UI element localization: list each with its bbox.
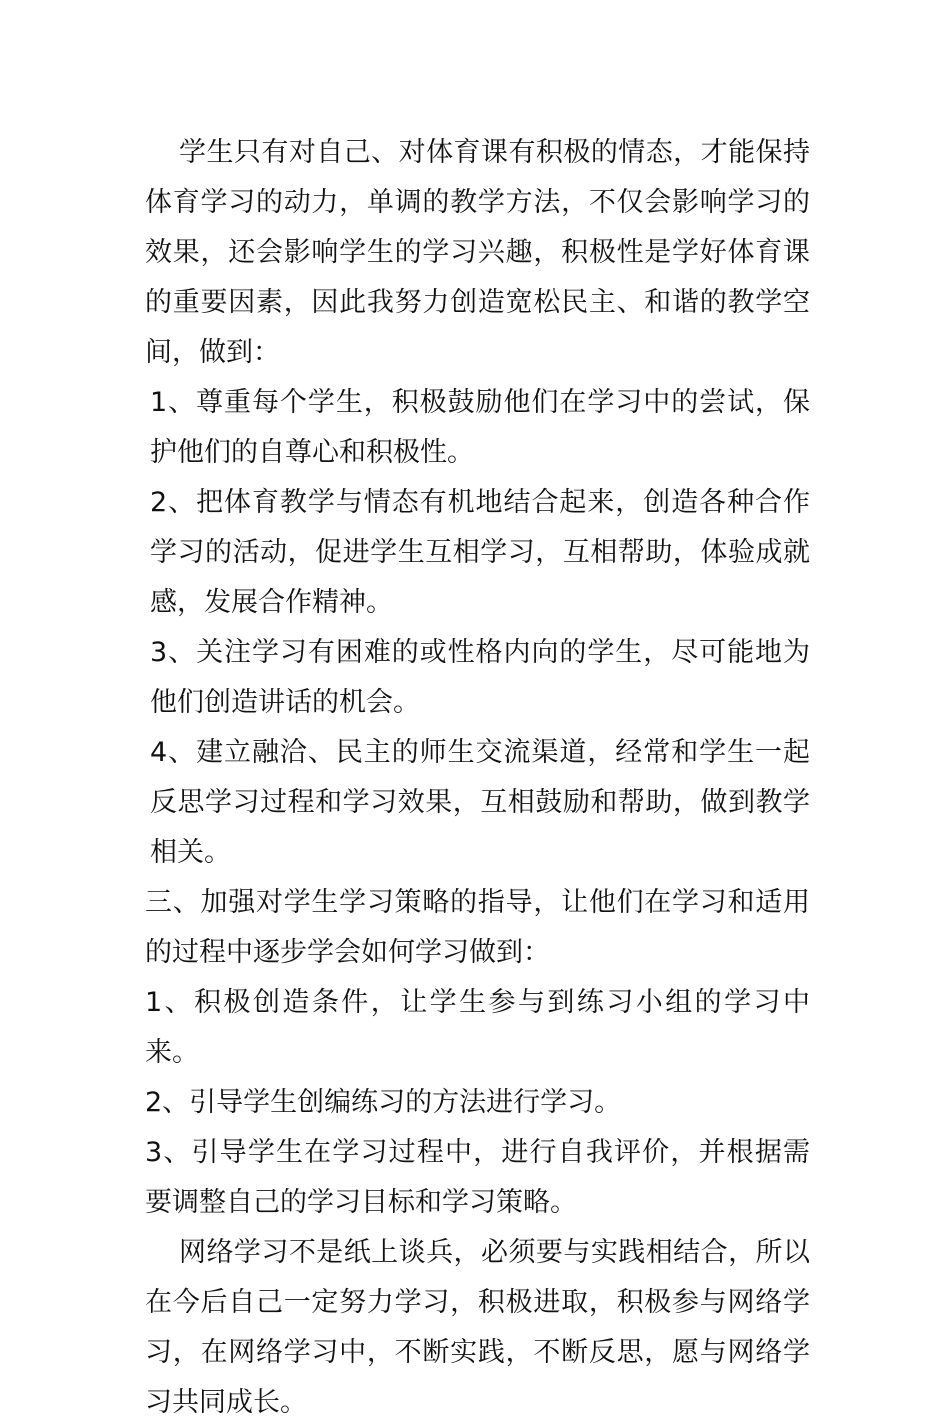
section-heading-strategy: 三、加强对学生学习策略的指导，让他们在学习和适用的过程中逐步学会如何学习做到： [145,887,810,968]
list-item-guide-methods: 2、引导学生创编练习的方法进行学习。 [145,1087,622,1118]
list-item-respect: 1、尊重每个学生，积极鼓励他们在学习中的尝试，保护他们的自尊心和积极性。 [150,387,810,468]
list-item-conditions: 1、积极创造条件，让学生参与到练习小组的学习中来。 [145,987,810,1068]
paragraph-conclusion: 网络学习不是纸上谈兵，必须要与实践相结合，所以在今后自己一定努力学习，积极进取，积极参与网络学习，在网络学习中，不断实践，不断反思，愿与网络学习共同成长。 [145,1237,810,1418]
list-item-attention: 3、关注学习有困难的或性格内向的学生，尽可能地为他们创造讲话的机会。 [150,637,810,718]
document-body [145,128,810,1428]
list-item-communication: 4、建立融洽、民主的师生交流渠道，经常和学生一起反思学习过程和学习效果，互相鼓励和帮助，做到教学相关。 [150,737,810,868]
list-item-self-evaluation: 3、引导学生在学习过程中，进行自我评价，并根据需要调整自己的学习目标和学习策略。 [145,1137,810,1218]
paragraph-intro: 学生只有对自己、对体育课有积极的情态，才能保持体育学习的动力，单调的教学方法，不仅会影响学习的效果，还会影响学生的学习兴趣，积极性是学好体育课的重要因素，因此我努力创造宽松民主、和谐的教学空间，做到： [145,137,810,368]
list-item-cooperation: 2、把体育教学与情态有机地结合起来，创造各种合作学习的活动，促进学生互相学习，互相帮助，体验成就感，发展合作精神。 [150,487,810,618]
